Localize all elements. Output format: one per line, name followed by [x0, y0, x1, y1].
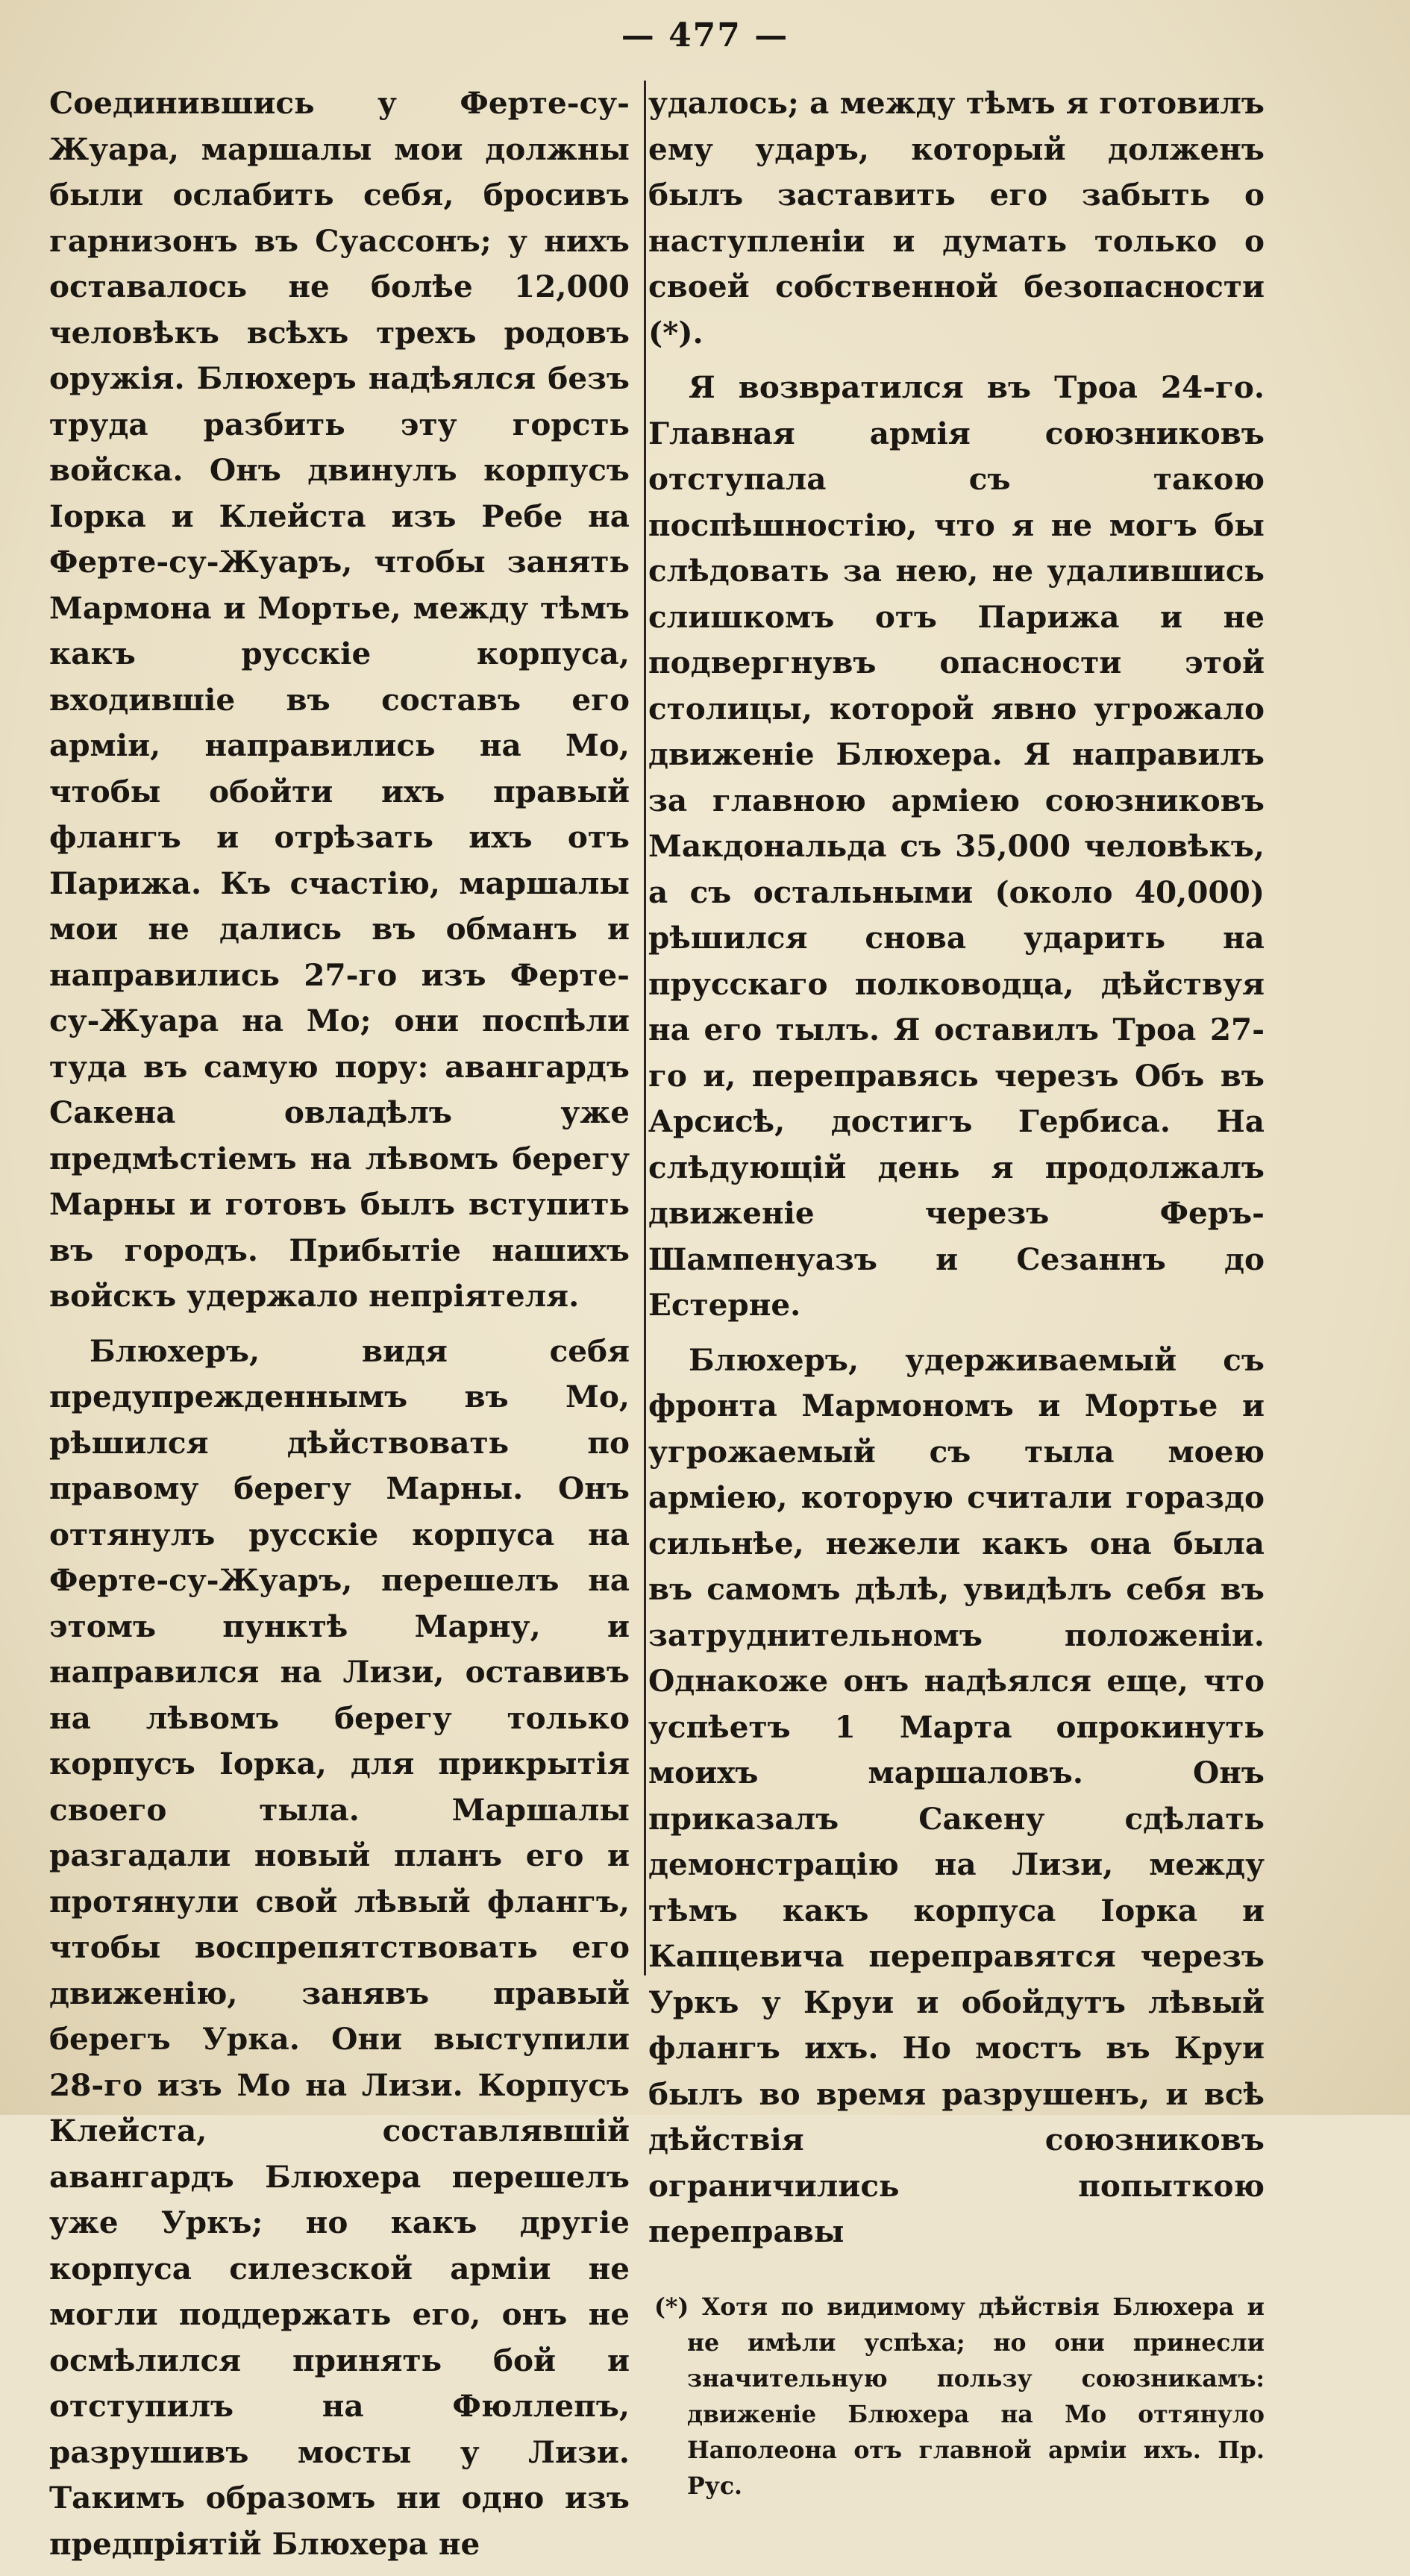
paragraph: удалось; а между тѣмъ я готовилъ ему ударъ, который долженъ былъ заставить его забыть о наступленіи и думать только о своей собственной безопасности (*).: [648, 85, 1265, 351]
paragraph: Блюхеръ, видя себя предупрежденнымъ въ Мо, рѣшился дѣйствовать по правому берегу Марны. Онъ оттянулъ русскіе корпуса на Ферте-су-Жуаръ, перешелъ на этомъ пунктѣ Марну, и направился на Лизи, оставивъ на лѣвомъ берегу только корпусъ Іорка, для прикрытія своего тыла. Маршалы разгадали новый планъ его и протянули свой лѣвый флангъ, чтобы воспрепятствовать его движенію, занявъ правый берегъ Урка. Они выступили 28-го изъ Мо на Лизи. Корпусъ Клейста, составлявшій авангардъ Блюхера перешелъ уже Уркъ; но какъ другіе корпуса силезской арміи не могли поддержать его, онъ не осмѣлился принять бой и отступилъ на Фюллепъ, разрушивъ мосты у Лизи. Такимъ образомъ ни одно изъ предпріятій Блюхера не: [49, 1332, 630, 2562]
left-column: [49, 81, 630, 2576]
column-divider: [644, 81, 646, 1975]
paragraph: Я возвратился въ Троа 24-го. Главная армія союзниковъ отступала съ такою поспѣшностію, что я не могъ бы слѣдовать за нею, не удалившись слишкомъ отъ Парижа и не подвергнувъ опасности этой столицы, которой явно угрожало движеніе Блюхера. Я направилъ за главною арміею союзниковъ Макдональда съ 35,000 человѣкъ, а съ остальными (около 40,000) рѣшился снова ударить на прусскаго полководца, дѣйствуя на его тылъ. Я оставилъ Троа 27-го и, переправясь черезъ Объ въ Арсисѣ, достигъ Гербиса. На слѣдующій день я продолжалъ движеніе черезъ Феръ-Шампенуазъ и Сезаннъ до Естерне.: [648, 369, 1265, 1323]
paragraph: Блюхеръ, удерживаемый съ фронта Мармономъ и Мортье и угрожаемый съ тыла моею арміею, которую считали гораздо сильнѣе, нежели какъ она была въ самомъ дѣлѣ, увидѣлъ себя въ затруднительномъ положеніи. Однакоже онъ надѣялся еще, что успѣетъ 1 Марта опрокинуть моихъ маршаловъ. Онъ приказалъ Сакену сдѣлать демонстрацію на Лизи, между тѣмъ какъ корпуса Іорка и Капцевича переправятся черезъ Уркъ у Круи и обойдутъ лѣвый флангъ ихъ. Но мостъ въ Круи былъ во время разрушенъ, и всѣ дѣйствія союзниковъ ограничились попыткою переправы: [648, 1341, 1265, 2249]
right-column: [648, 81, 1265, 2504]
footnote: (*) Хотя по видимому дѣйствія Блюхера и не имѣли успѣха; но они принесли значительную пользу союзникамъ: движеніе Блюхера на Мо оттянуло Наполеона отъ главной арміи ихъ. Пр. Рус.: [654, 2293, 1265, 2500]
page-number: — 477 —: [621, 16, 789, 54]
paragraph: Соединившись у Ферте-су-Жуара, маршалы мои должны были ослабить себя, бросивъ гарнизонъ въ Суассонъ; у нихъ оставалось не болѣе 12,000 человѣкъ всѣхъ трехъ родовъ оружія. Блюхеръ надѣялся безъ труда разбить эту горсть войска. Онъ двинулъ корпусъ Іорка и Клейста изъ Ребе на Ферте-су-Жуаръ, чтобы занять Мармона и Мортье, между тѣмъ какъ русскіе корпуса, входившіе въ составъ его арміи, направились на Мо, чтобы обойти ихъ правый флангъ и отрѣзать ихъ отъ Парижа. Къ счастію, маршалы мои не дались въ обманъ и направились 27-го изъ Ферте-су-Жуара на Мо; они поспѣли туда въ самую пору: авангардъ Сакена овладѣлъ уже предмѣстіемъ на лѣвомъ берегу Марны и готовъ былъ вступить въ городъ. Прибытіе нашихъ войскъ удержало непріятеля.: [49, 85, 630, 1314]
